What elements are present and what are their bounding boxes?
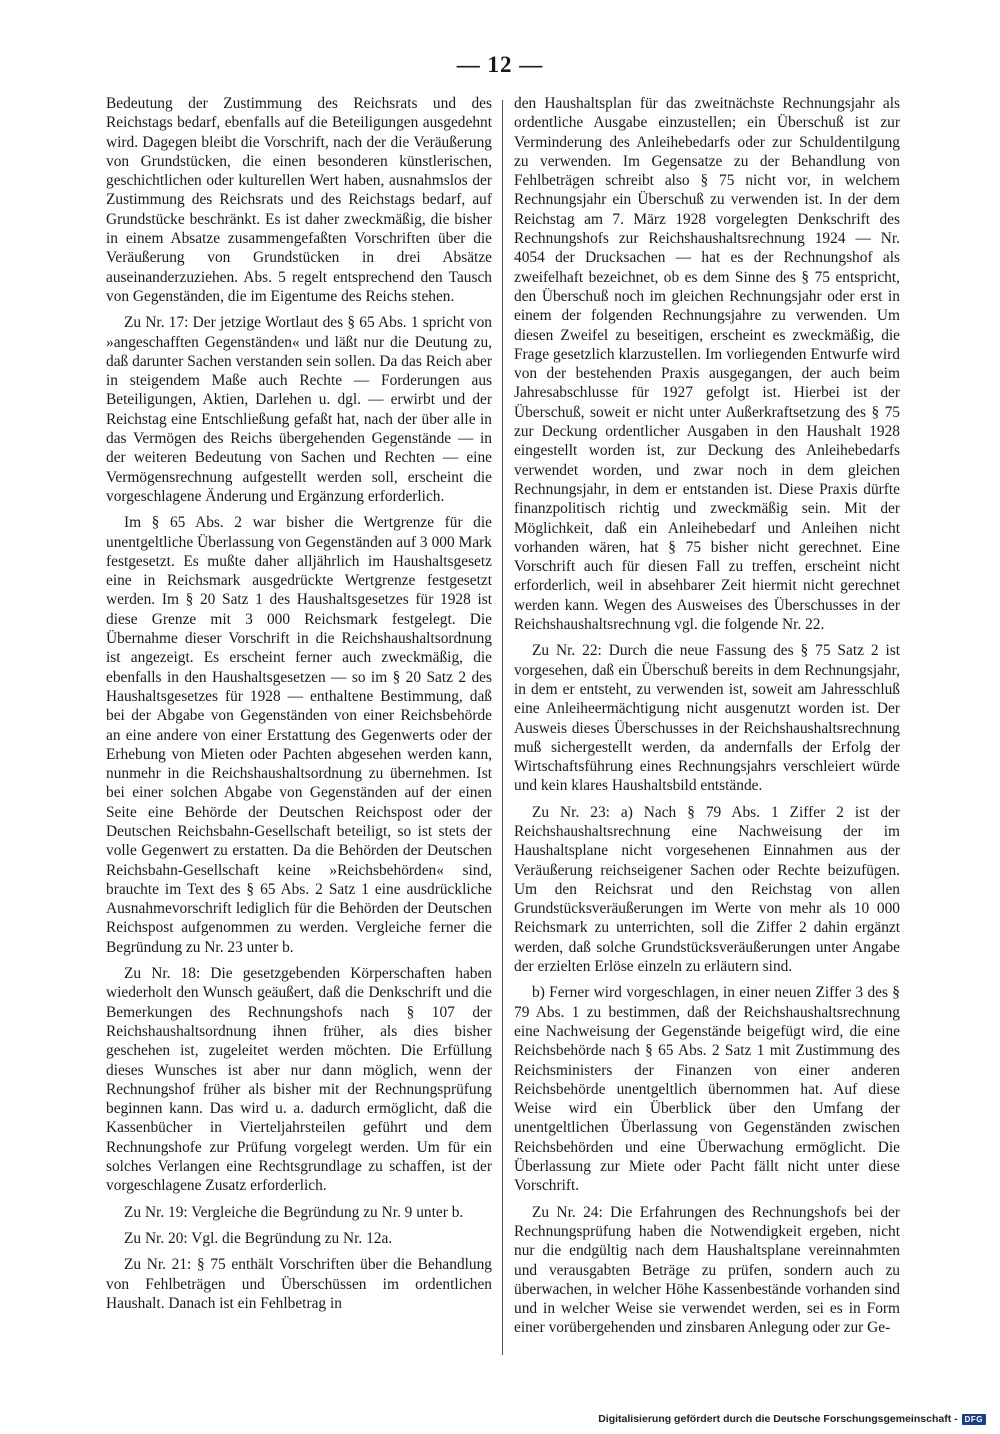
dfg-logo-icon: DFG — [962, 1414, 986, 1425]
page-number: — 12 — — [456, 52, 544, 77]
left-column — [106, 94, 492, 1320]
column-divider — [502, 100, 503, 1355]
paragraph: Zu Nr. 19: Vergleiche die Begründung zu Nr. 9 unter b. — [124, 1203, 464, 1221]
paragraph: Bedeutung der Zustimmung des Reichsrats und des Reichstags bedarf, ebenfalls auf die Beteiligungen ausgedehnt wird. Dagegen bleibt die Vorschrift, nach der die Veräußerung von Grundstücken, die einen besonderen künstlerischen, geschichtlichen oder kulturellen Wert haben, ausnahmslos der Zustimmung des Reichsrats und des Reichstags bedarf, auf Grundstücke beschränkt. Es ist daher zweckmäßig, die bisher in einem Absatze zusammengefaßten Vorschriften über die Veräußerung von Grundstücken in drei Absätze auseinanderzuziehen. Abs. 5 regelt entsprechend den Tausch von Gegenständen, die im Eigentume des Reichs stehen. — [106, 95, 492, 305]
paragraph: Zu Nr. 23: a) Nach § 79 Abs. 1 Ziffer 2 ist der Reichshaushaltsrechnung eine Nachweisung der im Haushaltsplane nicht vorgesehenen Einnahmen aus der Veräußerung reichseigener Sachen oder Rechte beizufügen. Um den Reichsrat und den Reichstag von allen Grundstücksveräußerungen im Werte von mehr als 10 000 Reichsmark zu unterrichten, soll die Ziffer 2 dahin ergänzt werden, daß solche Grundstücksveräußerungen unter Angabe der erzielten Erlöse einzeln zu erläutern sind. — [514, 803, 900, 976]
digitization-footer — [598, 1413, 986, 1425]
paragraph: b) Ferner wird vorgeschlagen, in einer neuen Ziffer 3 des § 79 Abs. 1 zu bestimmen, daß der Reichshaushaltsrechnung eine Nachweisung der Gegenstände beigefügt wird, die eine Reichsbehörde nach § 65 Abs. 2 Satz 1 mit Zustimmung des Reichsministers der Finanzen von einer anderen Reichsbehörde unentgeltlich übernommen hat. Auf diese Weise wird ein Überblick über den Umfang der unentgeltlichen Überlassung von Gegenständen zwischen Reichsbehörden und eine Überwachung ermöglicht. Die Überlassung zur Miete oder Pacht fällt nicht unter diese Vorschrift. — [514, 984, 900, 1195]
paragraph: Im § 65 Abs. 2 war bisher die Wertgrenze für die unentgeltliche Überlassung von Gegenständen auf 3 000 Mark festgesetzt. Es mußte daher alljährlich im Haushaltsgesetz eine in Reichsmark ausgedrückte Wertgrenze festgesetzt werden. Im § 20 Satz 1 des Haushaltsgesetzes für 1928 ist diese Grenze mit 3 000 Reichsmark festgelegt. Die Übernahme dieser Vorschrift in die Reichshaushaltsordnung ist angezeigt. Es erscheint ferner auch zweckmäßig, die ebenfalls in den Haushaltsgesetzen — so im § 20 Satz 2 des Haushaltsgesetzes für 1928 — enthaltene Bestimmung, daß bei der Abgabe von Gegenständen von einer Reichsbehörde an eine andere von einer Erstattung des Gegenwerts oder der Erhebung von Mieten oder Pachten abgesehen werden kann, nunmehr in die Reichshaushaltsordnung zu übernehmen. Ist bei einer solchen Abgabe von Gegenständen auf der einen Seite eine Behörde der Deutschen Reichspost oder der Deutschen Reichsbahn-Gesellschaft beteiligt, so ist stets der volle Gegenwert zu erstatten. Da die Behörden der Deutschen Reichsbahn-Gesellschaft keine »Reichsbehörden« sind, brauchte im Text des § 65 Abs. 2 Satz 1 eine ausdrückliche Ausnahmevorschrift lediglich für die Behörden der Deutschen Reichspost aufgenommen zu werden. Vergleiche ferner die Begründung zu Nr. 23 unter b. — [106, 514, 492, 956]
right-column — [514, 94, 900, 1345]
paragraph: Zu Nr. 24: Die Erfahrungen des Rechnungshofs bei der Rechnungsprüfung haben die Notwendigkeit ergeben, nicht nur die endgültig nach dem Haushaltsplane vereinnahmten und verausgabten Beträge zu prüfen, sondern auch zu überwachen, in welcher Höhe Kassenbestände vorhanden sind und in welcher Weise sie verwendet werden, sei es in Form einer vorübergehenden und zinsbaren Anlegung oder zur Ge- — [514, 1203, 900, 1337]
footer-text: Digitalisierung gefördert durch die Deutsche Forschungsgemeinschaft - — [598, 1413, 958, 1425]
paragraph: Zu Nr. 17: Der jetzige Wortlaut des § 65 Abs. 1 spricht von »angeschafften Gegenständen« und läßt nur die Deutung zu, daß darunter Sachen verstanden sein sollen. Da das Reich aber in steigendem Maße auch Rechte — Forderungen aus Beteiligungen, Aktien, Darlehen u. dgl. — erwirbt und der Reichstag eine Entschließung gefaßt hat, nach der über alle in das Vermögen des Reichs übergehenden Gegenstände — in der weiteren Bedeutung von Sachen und Rechten — eine Vermögensrechnung aufgestellt werden soll, erscheint die vorgeschlagene Änderung und Ergänzung erforderlich. — [106, 314, 492, 505]
paragraph: Zu Nr. 18: Die gesetzgebenden Körperschaften haben wiederholt den Wunsch geäußert, daß die Denkschrift und die Bemerkungen des Rechnungshofs nach § 107 der Reichshaushaltsordnung ihnen früher, als dies bisher geschehen ist, zugeleitet werden möchten. Die Erfüllung dieses Wunsches ist aber nur dann möglich, wenn der Rechnungshof früher als bisher mit der Rechnungsprüfung beginnen kann. Das wird u. a. dadurch ermöglicht, daß die Kassenbücher in Vierteljahrsteilen geführt und dem Rechnungshofe zur Prüfung vorgelegt werden. Um für ein solches Verlangen eine Rechtsgrundlage zu schaffen, ist der vorgeschlagene Zusatz erforderlich. — [106, 965, 492, 1195]
paragraph: Zu Nr. 20: Vgl. die Begründung zu Nr. 12a. — [124, 1229, 393, 1247]
paragraph: Zu Nr. 22: Durch die neue Fassung des § 75 Satz 2 ist vorgesehen, daß ein Überschuß bereits in dem Rechnungsjahr, in dem er entsteht, zu verwenden ist, soweit am Jahresschluß eine Anleiheermächtigung nicht ausgenutzt worden ist. Der Ausweis dieses Überschusses in der Reichshaushaltsrechnung muß sichergestellt werden, da andernfalls der Erfolg der Wirtschaftsführung eines Rechnungsjahrs verschleiert würde und kein klares Haushaltsbild entstände. — [514, 642, 900, 795]
paragraph: den Haushaltsplan für das zweitnächste Rechnungsjahr als ordentliche Ausgabe einzustellen; ein Überschuß ist zur Verminderung des Anleihebedarfs oder zur Schuldentilgung zu verwenden. Im Gegensatze zu der Behandlung von Fehlbeträgen schreibt also § 75 nicht vor, in welchem Rechnungsjahr ein Überschuß zu verwenden ist. In der dem Reichstag am 7. März 1928 vorgelegten Denkschrift des Rechnungshofs zur Reichshaushaltsrechnung 1924 — Nr. 4054 der Drucksachen — hat es der Rechnungshof als zweifelhaft bezeichnet, ob es dem Sinne des § 75 entspricht, den Überschuß noch im gleichen Rechnungsjahr oder erst in einem der folgenden Rechnungsjahre zu verwenden. Um diesen Zweifel zu beseitigen, erscheint es zweckmäßig, die Frage gesetzlich klarzustellen. Im vorliegenden Entwurfe wird von der bestehenden Praxis ausgegangen, der auch beim Jahresabschlusse für 1927 gefolgt ist. Hierbei ist der Überschuß, soweit er nicht unter Außerkraftsetzung des § 75 zur Deckung ordentlicher Ausgaben in den Haushalt 1928 eingestellt worden ist, zur Deckung des Anleihebedarfs verwendet worden, und zwar noch in dem gleichen Rechnungsjahr, in dem er entstanden ist. Diese Praxis dürfte finanzpolitisch richtig und zweckmäßig sein. Mit der Möglichkeit, daß ein Anleihebedarf und Anleihen nicht vorhanden wären, hat § 75 bisher nicht gerechnet. Eine Vorschrift auch für diesen Fall zu treffen, erscheint nicht erforderlich, weil in absehbarer Zeit hiermit nicht gerechnet werden kann. Wegen des Ausweises des Überschusses in der Reichshaushaltsrechnung vgl. die folgende Nr. 22. — [514, 95, 900, 634]
paragraph: Zu Nr. 21: § 75 enthält Vorschriften über die Behandlung von Fehlbeträgen und Überschüssen im ordentlichen Haushalt. Danach ist ein Fehlbetrag in — [106, 1256, 492, 1312]
